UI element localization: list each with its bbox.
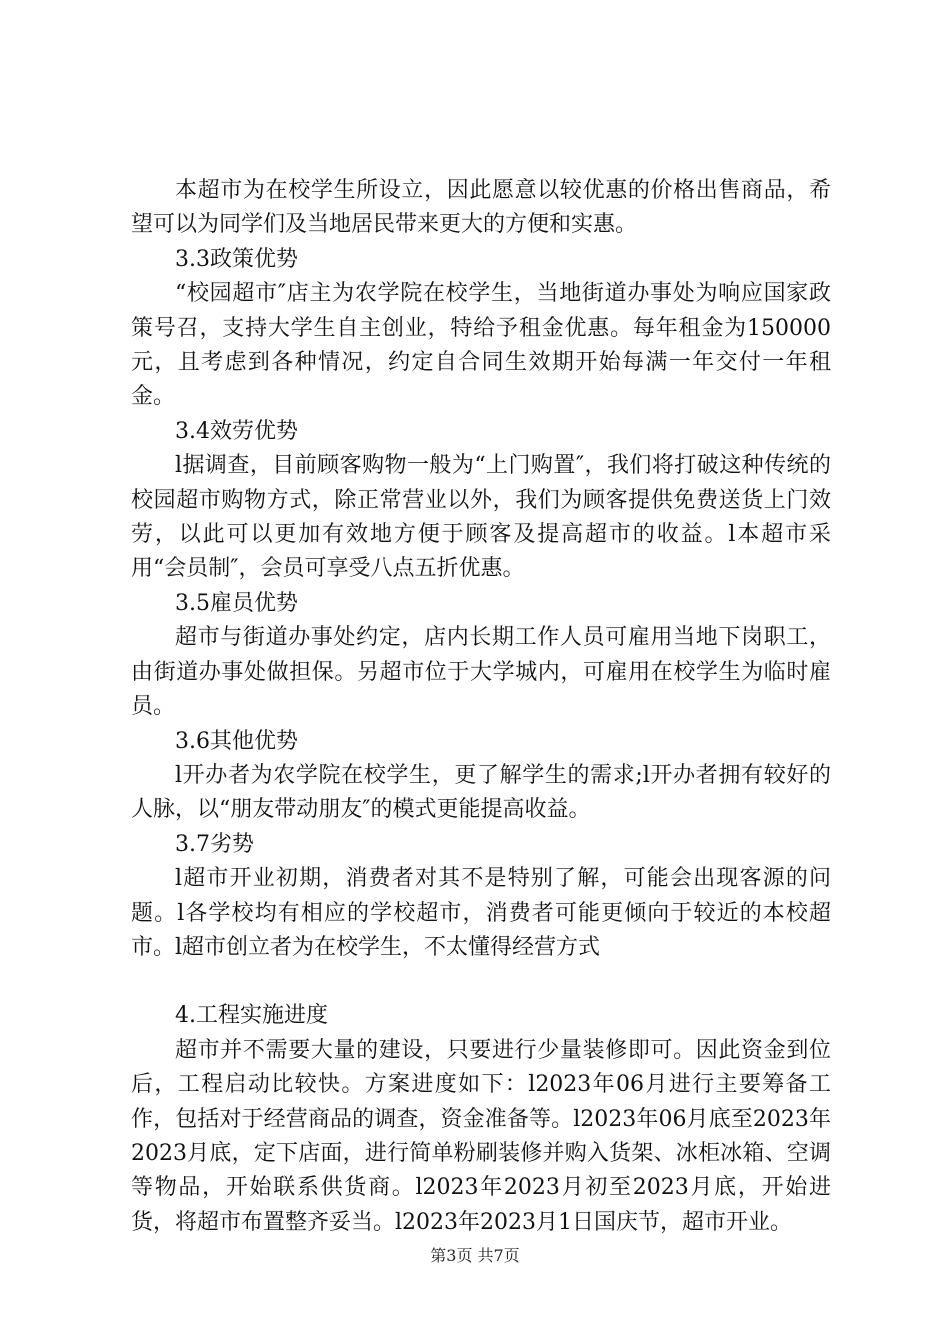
paragraph-other: l开办者为农学院在校学生，更了解学生的需求;l开办者拥有较好的人脉，以“朋友带动朋友″的模式更能提高收益。 [131,762,831,823]
paragraph-employee: 超市与街道办事处约定，店内长期工作人员可雇用当地下岗职工，由街道办事处做担保。另超市位于大学城内，可雇用在校学生为临时雇员。 [131,625,831,720]
document-body [131,174,831,1240]
paragraph-policy: “校园超市″店主为农学院在校学生，当地街道办事处为响应国家政策号召，支持大学生自主创业，特给予租金优惠。每年租金为150000元，且考虑到各种情况，约定自合同生效期开始每满一年交付一年租金。 [131,281,831,410]
section-gap [131,965,831,999]
heading-service-advantage: 3.4效劳优势 [175,418,298,444]
heading-disadvantage: 3.7劣势 [175,831,254,857]
paragraph-intro: 本超市为在校学生所设立，因此愿意以较优惠的价格出售商品，希望可以为同学们及当地居民带来更大的方便和实惠。 [131,178,831,238]
heading-other-advantage: 3.6其他优势 [175,728,298,754]
paragraph-disadvantage: l超市开业初期，消费者对其不是特别了解，可能会出现客源的问题。l各学校均有相应的学校超市，消费者可能更倾向于较近的本校超市。l超市创立者为在校学生，不太懂得经营方式 [131,866,831,960]
heading-project-schedule: 4.工程实施进度 [175,1003,328,1029]
page-number-footer: 第3页 共7页 [430,1246,520,1265]
paragraph-schedule: 超市并不需要大量的建设，只要进行少量装修即可。因此资金到位后，工程启动比较快。方案进度如下：l2023年06月进行主要筹备工作，包括对于经营商品的调查，资金准备等。l2023年06月底至2023年2023月底，定下店面，进行简单粉刷装修并购入货架、冰柜冰箱、空调等物品，开始联系供货商。l2023年2023月初至2023月底，开始进货，将超市布置整齐妥当。l2023年2023月1日国庆节，超市开业。 [131,1037,831,1235]
heading-employee-advantage: 3.5雇员优势 [175,590,298,616]
paragraph-service: l据调查，目前顾客购物一般为“上门购置″，我们将打破这种传统的校园超市购物方式，除正常营业以外，我们为顾客提供免费送货上门效劳，以此可以更加有效地方便于顾客及提高超市的收益。l本超市采用“会员制″，会员可享受八点五折优惠。 [131,453,831,582]
heading-policy-advantage: 3.3政策优势 [175,246,298,272]
